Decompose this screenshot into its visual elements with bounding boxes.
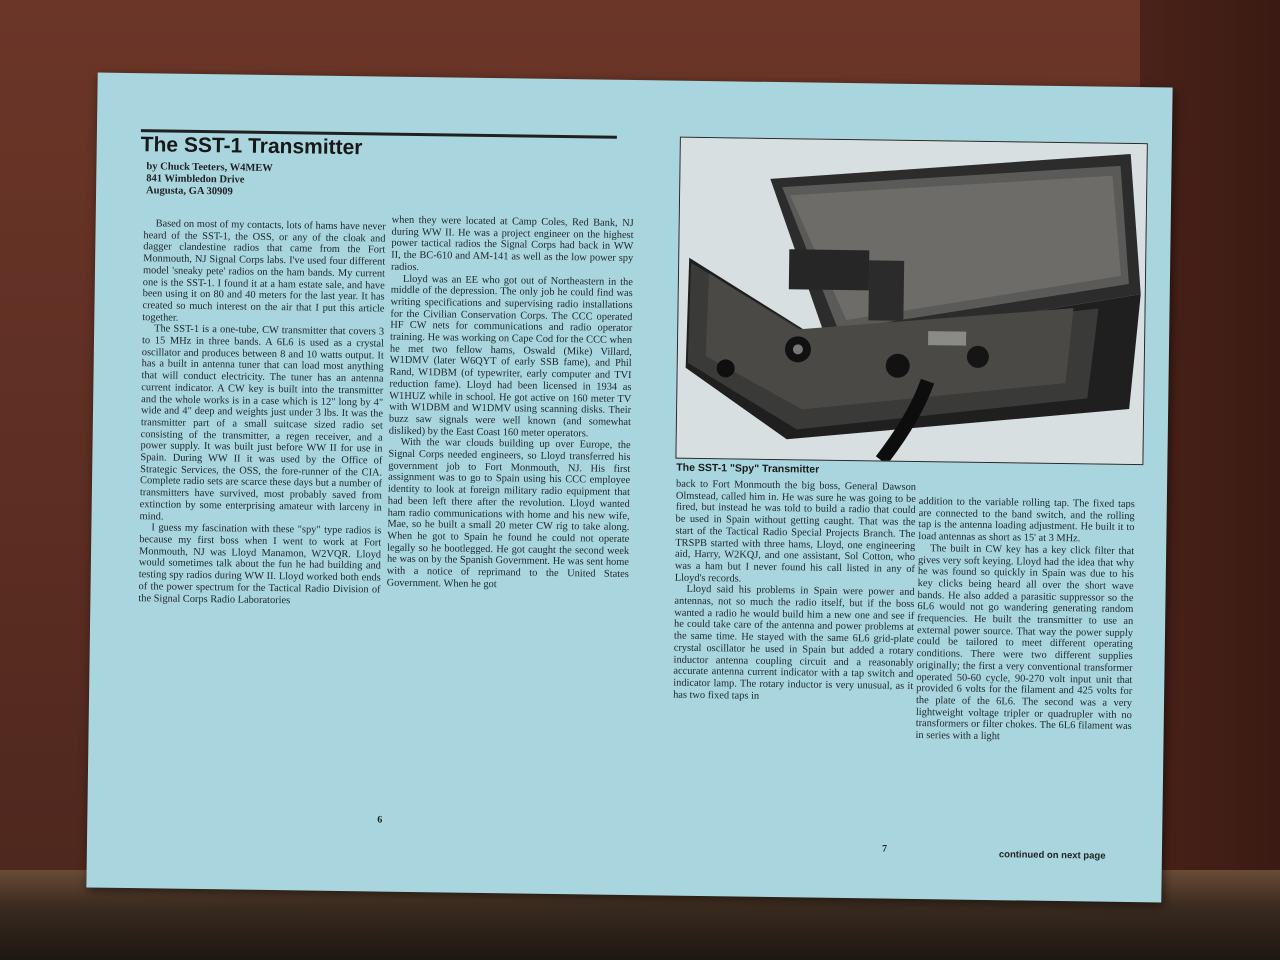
byline-author: by Chuck Teeters, W4MEW [146,161,273,174]
transmitter-photo [675,137,1147,466]
continued-note: continued on next page [998,849,1106,862]
paragraph: The SST-1 is a one-tube, CW transmitter that covers 3 to 15 MHz in three bands. A 6L6 is used as a crystal oscillator and produces between 8 and 10 watts output. It has a built in antenna tuner that can load most anything that will conduct electricity. The tuner has an antenna current indicator. A CW key is built into the transmitter and the whole works is in a case which is 12" long by 4" wide and 4" deep and weights just under 3 lbs. It was the transmitter part of a small suitcase sized radio set consisting of the transmitter, a regen receiver, and a power supply. It was built just before WW II for use in Spain. During WW II it was used by the Office of Strategic Services, the OSS, the fore-runner of the CIA. Complete radio sets are scarce these days but a number of transmitters have survived, most probably saved from extinction by some enterprising amateur with larceny in mind. [139,323,385,523]
text-column-1 [138,218,385,608]
photo-caption: The SST-1 "Spy" Transmitter [676,461,820,476]
paragraph: when they were located at Camp Coles, Red Bank, NJ during WW II. He was a project engineer on the highest power tactical radios the Signal Corps had back in WW II, the BC-610 and AM-141 as well as the low power spy radios. [390,214,634,273]
paragraph: Based on most of my contacts, lots of hams have never heard of the SST-1, the OSS, or any of the cloak and dagger clandestine radios that came from the Fort Monmouth, NJ Signal Corps labs. I've used four different model 'sneaky pete' radios on the ham bands. My current one is the SST-1. I found it at a ham estate sale, and have been using it on 80 and 40 meters for the last year. It has created so much interest on the air that I put this article together. [142,218,386,324]
article-title: The SST-1 Transmitter [140,133,363,160]
paragraph: With the war clouds building up over Europe, the Signal Corps needed engineers, so Lloyd transferred his government job to Fort Monmouth, NJ. His first assignment was to go to Spain using his CCC employee identity to look at foreign military radio equipment that had been left there after the revolution. Lloyd wanted ham radio communications with home and his new wife, Mae, so he built a small 20 meter CW rig to take along. When he got to Spain he found he could not operate legally so he bootlegged. He got caught the second week he was on by the Spanish Government. He was sent home with a notice of reprimand to the United States Government. When he got [386,437,631,590]
text-column-4 [915,496,1134,745]
paragraph: I guess my fascination with these "spy" type radios is because my first boss when I went to work at Fort Monmouth, NJ was Lloyd Manamon, W2VQR. Lloyd would sometimes talk about the fun he had building and testing spy radios during WW II. Lloyd worked both ends of the power spectrum for the Tactical Radio Division of the Signal Corps Radio Laboratories [138,522,382,606]
text-column-2 [387,215,634,593]
text-column-3 [673,479,916,705]
paragraph: Lloyd was an EE who got out of Northeastern in the middle of the depression. The only job he could find was writing specifications and supervising radio installations for the Civilian Conservation Corps. The CCC operated HF CW nets for communications and radio operator training. He was working on Cape Cod for the CCC when he met two fellow hams, Oswald (Mike) Villard, W1DMV (later W6QYT of early SSB fame), and Phil Rand, W1DBM (of typewriter, early computer and TVI reduction fame). Lloyd had been licensed in 1934 as W1HUZ while in school. He got active on 160 meter TV with W1DBM and W1DMV using scanning disks. Their buzz saw signals were well known (and somewhat disliked) by the East Coast 160 meter operators. [388,273,633,440]
magazine-page [86,73,1172,903]
paragraph: The built in CW key has a key click filter that gives very soft keying. Lloyd had the idea that why he was found so quickly in Spain was due to his key clicks being heard all over the short wave bands. He also added a parasitic suppressor so the 6L6 would not go wandering generating random frequencies. He built the transmitter to use an external power source. That way the power supply could be tailored to meet different operating conditions. There were two different supplies originally; the first a very conventional transformer operated 50-60 cycle, 90-270 volt input unit that provided 6 volts for the filament and 425 volts for the plate of the 6L6. The second was a very lightweight voltage tripler or quadrupler with no transformers or filter chokes. The 6L6 filament was in series with a light [915,543,1135,743]
byline-street: 841 Wimbledon Drive [146,173,245,186]
page-number-left: 6 [377,814,383,826]
paragraph: back to Fort Monmouth the big boss, General Dawson Olmstead, called him in. He was sure he was going to be fired, but instead he was told to build a radio that could be used in Spain without getting caught. That was the start of the Tactical Radio Special Projects Branch. The TRSPB started with three hams, Lloyd, one engineering aid, Harry, W2KQJ, and one assistant, Sol Cotton, who was a ham but I never found his call listed in any of Lloyd's records. [674,478,917,585]
byline-city: Augusta, GA 30909 [146,185,233,198]
page-number-right: 7 [881,843,888,855]
paragraph: Lloyd said his problems in Spain were power and antennas, not so much the radio itself, but if the boss wanted a radio he would build him a new one and see if he could take care of the antenna and power problems at the same time. He stayed with the same 6L6 grid-plate crystal oscillator he used in Spain but added a rotary inductor antenna coupling circuit and a reasonably accurate antenna current indicator with a tap switch and indicator lamp. The rotary inductor is very unusual, as it has two fixed taps in [673,584,915,702]
byline [146,161,386,200]
paragraph: addition to the variable rolling tap. The fixed taps are connected to the band switch, and the rolling tap is the antenna loading adjustment. He built it to load antennas as short as 15' at 3 MHz. [918,496,1135,545]
transmitter-photo-image [676,138,1146,464]
